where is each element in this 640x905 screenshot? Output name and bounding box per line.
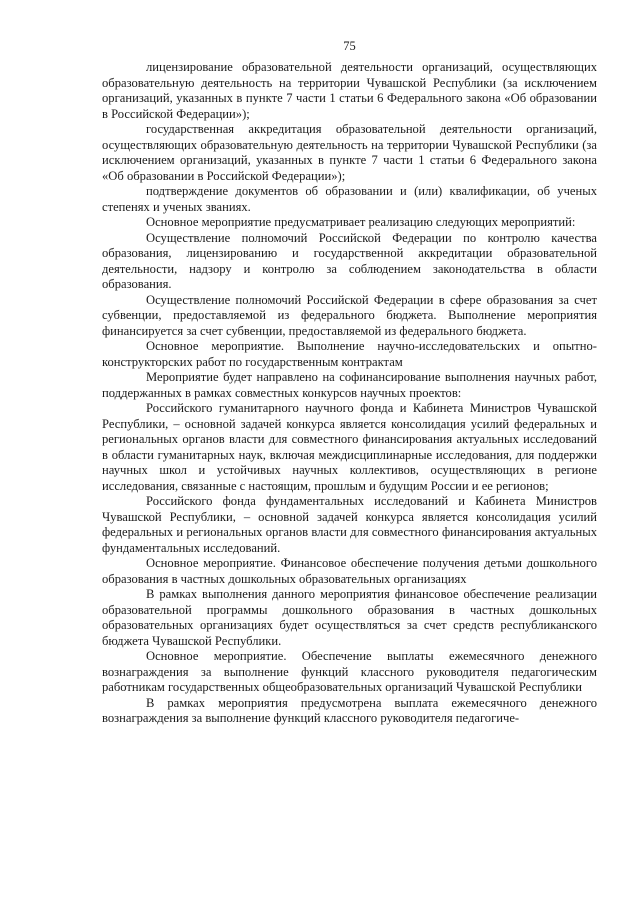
paragraph: Мероприятие будет направлено на софинансирование выполнения научных работ, поддержанных в рамках совместных конкурсов научных проектов: bbox=[102, 370, 597, 400]
paragraph: Осуществление полномочий Российской Федерации по контролю качества образования, лицензированию и государственной аккредитации образовательной деятельности, надзору и контролю за соблюдением законодательства в области образования. bbox=[102, 230, 597, 291]
paragraph: Российского гуманитарного научного фонда и Кабинета Министров Чувашской Республики, – основной задачей конкурса является консолидация усилий федеральных и региональных органов власти для совместного финансирования актуальных исследований в области гуманитарных наук, включая междисциплинарные исследования, для поддержки научных школ и устойчивых научных коллективов, осуществляющих в регионе исследования, связанные с настоящим, прошлым и будущим России и ее регионов; bbox=[102, 401, 597, 493]
paragraph: В рамках выполнения данного мероприятия финансовое обеспечение реализации образовательной программы дошкольного образования в частных дошкольных образовательных организациях будет осуществляться за счет средств республиканского бюджета Чувашской Республики. bbox=[102, 587, 597, 648]
paragraph: Осуществление полномочий Российской Федерации в сфере образования за счет субвенции, предоставляемой из федерального бюджета. Выполнение мероприятия финансируется за счет субвенции, предоставляемой из федерального бюджета. bbox=[102, 292, 597, 338]
page-number: 75 bbox=[343, 39, 356, 53]
paragraph: Основное мероприятие. Финансовое обеспечение получения детьми дошкольного образования в частных дошкольных образовательных организациях bbox=[102, 556, 597, 586]
paragraph: Основное мероприятие предусматривает реализацию следующих мероприятий: bbox=[146, 215, 576, 229]
body-text bbox=[102, 60, 597, 727]
paragraph: лицензирование образовательной деятельности организаций, осуществляющих образовательную деятельность на территории Чувашской Республики (за исключением организаций, указанных в пункте 7 части 1 статьи 6 Федерального закона «Об образовании в Российской Федерации»); bbox=[102, 60, 597, 121]
paragraph: В рамках мероприятия предусмотрена выплата ежемесячного денежного вознаграждения за выполнение функций классного руководителя педагогиче- bbox=[102, 695, 597, 725]
paragraph: Основное мероприятие. Обеспечение выплаты ежемесячного денежного вознаграждения за выполнение функций классного руководителя педагогическим работникам государственных общеобразовательных организаций Чувашской Республики bbox=[102, 649, 597, 694]
paragraph: Основное мероприятие. Выполнение научно-исследовательских и опытно-конструкторских работ по государственным контрактам bbox=[102, 339, 597, 369]
paragraph: государственная аккредитация образовательной деятельности организаций, осуществляющих образовательную деятельность на территории Чувашской Республики (за исключением организаций, указанных в пункте 7 части 1 статьи 6 Федерального закона «Об образовании в Российской Федерации»); bbox=[102, 122, 597, 183]
paragraph: Российского фонда фундаментальных исследований и Кабинета Министров Чувашской Республики, – основной задачей конкурса является консолидация усилий федеральных и региональных органов власти для совместного финансирования актуальных фундаментальных исследований. bbox=[102, 494, 597, 555]
paragraph: подтверждение документов об образовании и (или) квалификации, об ученых степенях и ученых званиях. bbox=[102, 184, 597, 214]
